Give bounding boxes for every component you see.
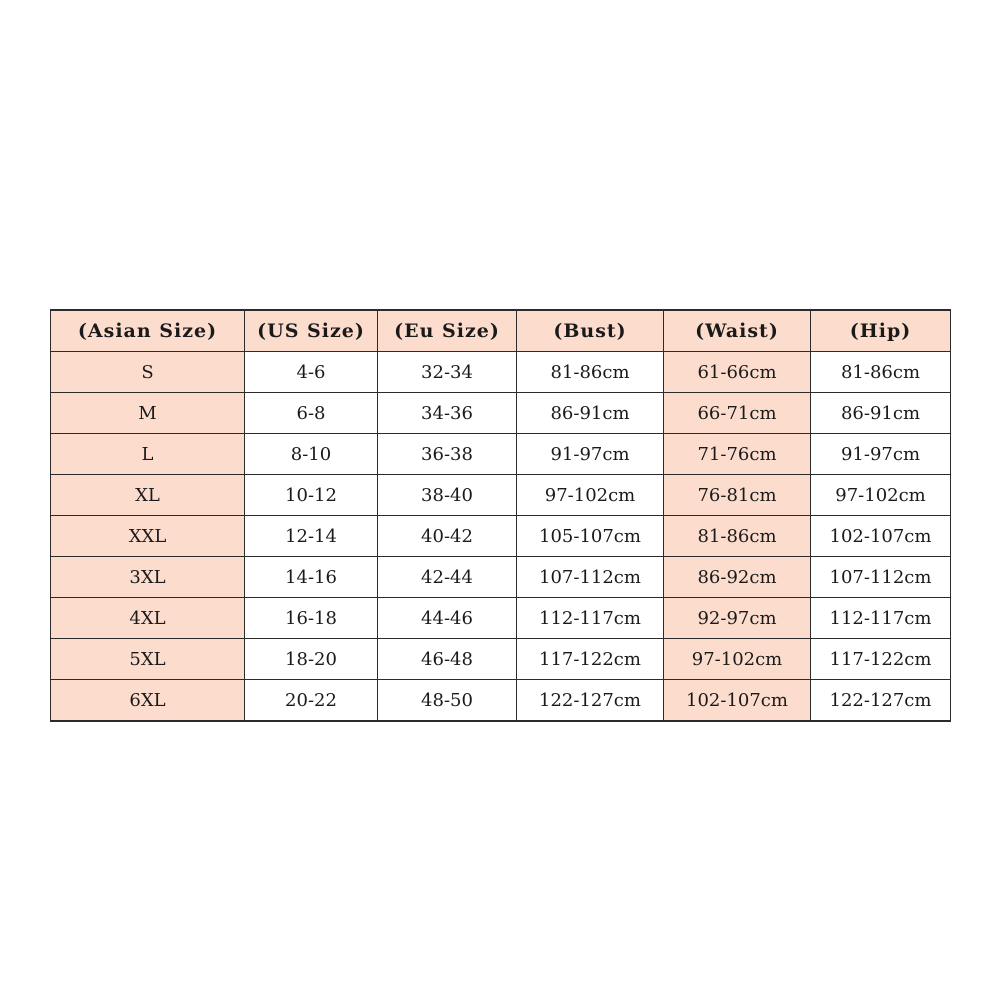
cell-hip: 97-102cm — [811, 475, 951, 516]
table-row — [51, 352, 951, 393]
table-row — [51, 557, 951, 598]
cell-bust: 81-86cm — [517, 352, 664, 393]
cell-waist: 102-107cm — [664, 680, 811, 722]
cell-bust: 107-112cm — [517, 557, 664, 598]
cell-eu-size: 36-38 — [378, 434, 517, 475]
cell-eu-size: 32-34 — [378, 352, 517, 393]
cell-hip: 122-127cm — [811, 680, 951, 722]
cell-us-size: 12-14 — [245, 516, 378, 557]
cell-us-size: 18-20 — [245, 639, 378, 680]
cell-hip: 112-117cm — [811, 598, 951, 639]
cell-waist: 61-66cm — [664, 352, 811, 393]
header-us-size: (US Size) — [245, 310, 378, 352]
cell-asian-size: S — [51, 352, 245, 393]
cell-eu-size: 34-36 — [378, 393, 517, 434]
cell-asian-size: 4XL — [51, 598, 245, 639]
cell-hip: 91-97cm — [811, 434, 951, 475]
cell-bust: 112-117cm — [517, 598, 664, 639]
cell-us-size: 4-6 — [245, 352, 378, 393]
cell-asian-size: 6XL — [51, 680, 245, 722]
cell-asian-size: XXL — [51, 516, 245, 557]
table-row — [51, 516, 951, 557]
cell-asian-size: 5XL — [51, 639, 245, 680]
cell-waist: 76-81cm — [664, 475, 811, 516]
cell-us-size: 10-12 — [245, 475, 378, 516]
cell-waist: 86-92cm — [664, 557, 811, 598]
cell-asian-size: M — [51, 393, 245, 434]
cell-eu-size: 42-44 — [378, 557, 517, 598]
header-bust: (Bust) — [517, 310, 664, 352]
cell-waist: 66-71cm — [664, 393, 811, 434]
table-row — [51, 475, 951, 516]
cell-us-size: 16-18 — [245, 598, 378, 639]
size-chart-body — [51, 352, 951, 722]
header-asian-size: (Asian Size) — [51, 310, 245, 352]
cell-asian-size: 3XL — [51, 557, 245, 598]
cell-us-size: 20-22 — [245, 680, 378, 722]
cell-waist: 71-76cm — [664, 434, 811, 475]
cell-us-size: 8-10 — [245, 434, 378, 475]
cell-bust: 91-97cm — [517, 434, 664, 475]
cell-eu-size: 46-48 — [378, 639, 517, 680]
cell-hip: 117-122cm — [811, 639, 951, 680]
cell-hip: 81-86cm — [811, 352, 951, 393]
cell-eu-size: 48-50 — [378, 680, 517, 722]
cell-bust: 117-122cm — [517, 639, 664, 680]
cell-asian-size: L — [51, 434, 245, 475]
table-row — [51, 434, 951, 475]
table-row — [51, 639, 951, 680]
cell-hip: 102-107cm — [811, 516, 951, 557]
cell-waist: 81-86cm — [664, 516, 811, 557]
cell-bust: 97-102cm — [517, 475, 664, 516]
cell-eu-size: 44-46 — [378, 598, 517, 639]
cell-bust: 122-127cm — [517, 680, 664, 722]
cell-asian-size: XL — [51, 475, 245, 516]
header-waist: (Waist) — [664, 310, 811, 352]
cell-hip: 107-112cm — [811, 557, 951, 598]
cell-us-size: 6-8 — [245, 393, 378, 434]
cell-us-size: 14-16 — [245, 557, 378, 598]
cell-waist: 92-97cm — [664, 598, 811, 639]
table-row — [51, 598, 951, 639]
header-row — [51, 310, 951, 352]
cell-bust: 105-107cm — [517, 516, 664, 557]
cell-bust: 86-91cm — [517, 393, 664, 434]
cell-eu-size: 40-42 — [378, 516, 517, 557]
header-hip: (Hip) — [811, 310, 951, 352]
cell-waist: 97-102cm — [664, 639, 811, 680]
cell-hip: 86-91cm — [811, 393, 951, 434]
header-eu-size: (Eu Size) — [378, 310, 517, 352]
size-chart-table — [50, 309, 951, 722]
table-row — [51, 680, 951, 722]
table-row — [51, 393, 951, 434]
cell-eu-size: 38-40 — [378, 475, 517, 516]
